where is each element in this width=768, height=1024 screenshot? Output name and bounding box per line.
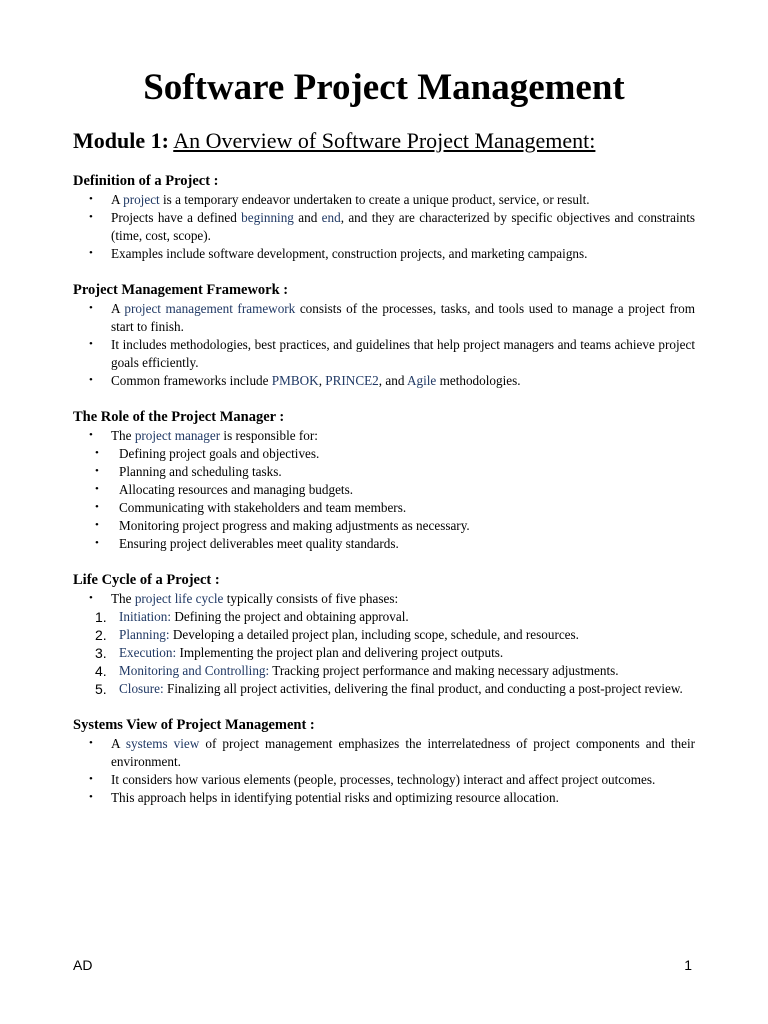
- phase-number: 4.: [95, 663, 107, 679]
- sub-bullet-icon: •: [95, 537, 99, 549]
- phase-term: Execution:: [119, 645, 177, 660]
- bullet-icon: •: [89, 247, 93, 259]
- module-heading: [73, 126, 595, 156]
- bullet-item: • A project management framework consists of the processes, tasks, and tools used to manage a project from start to finish.: [89, 301, 695, 334]
- bullet-item: • A systems view of project management emphasizes the interrelatedness of project components and their environment.: [89, 736, 696, 769]
- section-heading: The Role of the Project Manager :: [73, 409, 285, 425]
- section-systems-view: [73, 715, 695, 807]
- key-term: PMBOK: [271, 373, 319, 388]
- section-lifecycle: [73, 570, 695, 698]
- sub-bullet-list: [73, 445, 695, 553]
- phase-number: 5.: [95, 681, 107, 697]
- phase-number: 1.: [95, 609, 107, 625]
- bullet-list: [73, 735, 695, 807]
- sub-bullet-item: • Planning and scheduling tasks.: [95, 464, 282, 479]
- phase-item: 2. Planning: Developing a detailed project plan, including scope, schedule, and resources.: [95, 627, 579, 643]
- key-term: systems view: [125, 736, 200, 751]
- sub-bullet-item: • Monitoring project progress and making adjustments as necessary.: [95, 518, 470, 533]
- bullet-item: • A project is a temporary endeavor undertaken to create a unique product, service, or result.: [89, 192, 590, 207]
- bullet-icon: •: [89, 193, 93, 205]
- phase-item: 3. Execution: Implementing the project plan and delivering project outputs.: [95, 645, 504, 661]
- key-term: project life cycle: [134, 591, 224, 606]
- section-framework: [73, 280, 695, 390]
- section-definition: [73, 171, 695, 263]
- key-term: project: [123, 192, 160, 207]
- bullet-icon: •: [89, 374, 93, 386]
- bullet-list: [73, 300, 695, 390]
- phase-term: Closure:: [119, 681, 164, 696]
- section-heading: Life Cycle of a Project :: [73, 572, 220, 588]
- bullet-icon: •: [89, 773, 93, 785]
- section-heading: Systems View of Project Management :: [73, 717, 315, 733]
- key-term: project management framework: [124, 301, 296, 316]
- sub-bullet-item: • Communicating with stakeholders and team members.: [95, 500, 407, 515]
- key-term: PRINCE2: [325, 373, 379, 388]
- bullet-icon: •: [89, 791, 93, 803]
- sub-bullet-item: • Ensuring project deliverables meet quality standards.: [95, 536, 399, 551]
- sub-bullet-item: • Defining project goals and objectives.: [95, 446, 320, 461]
- bullet-item: • It considers how various elements (people, processes, technology) interact and affect project outcomes.: [89, 772, 656, 787]
- phase-term: Monitoring and Controlling:: [119, 663, 270, 678]
- section-role: [73, 407, 695, 553]
- module-label: Module 1:: [73, 128, 169, 153]
- phase-item: 4. Monitoring and Controlling: Tracking project performance and making necessary adjustments.: [95, 663, 619, 679]
- bullet-list: [73, 427, 695, 445]
- bullet-list: [73, 590, 695, 608]
- footer-author: AD: [73, 957, 93, 973]
- numbered-list: [73, 608, 695, 698]
- phase-number: 2.: [95, 627, 107, 643]
- phase-term: Planning:: [119, 627, 170, 642]
- bullet-icon: •: [89, 302, 93, 314]
- sub-bullet-icon: •: [95, 447, 99, 459]
- sub-bullet-item: • Allocating resources and managing budgets.: [95, 482, 354, 497]
- bullet-item: • Examples include software development, construction projects, and marketing campaigns.: [89, 246, 588, 261]
- module-title: An Overview of Software Project Management:: [173, 128, 596, 153]
- key-term: end: [321, 210, 341, 225]
- bullet-item: • This approach helps in identifying potential risks and optimizing resource allocation.: [89, 790, 559, 805]
- bullet-item: • The project manager is responsible for:: [89, 428, 318, 443]
- bullet-item: • It includes methodologies, best practices, and guidelines that help project managers and teams achieve project goals efficiently.: [89, 337, 695, 370]
- section-heading: Project Management Framework :: [73, 282, 289, 298]
- bullet-icon: •: [89, 211, 93, 223]
- phase-number: 3.: [95, 645, 107, 661]
- bullet-list: [73, 191, 695, 263]
- sub-bullet-icon: •: [95, 483, 99, 495]
- key-term: project manager: [134, 428, 221, 443]
- phase-item: 5. Closure: Finalizing all project activities, delivering the final product, and conducting a post-project review.: [95, 681, 683, 697]
- sub-bullet-icon: •: [95, 465, 99, 477]
- bullet-icon: •: [89, 737, 93, 749]
- key-term: Agile: [406, 373, 437, 388]
- bullet-icon: •: [89, 338, 93, 350]
- phase-term: Initiation:: [119, 609, 172, 624]
- phase-item: 1. Initiation: Defining the project and obtaining approval.: [95, 609, 409, 625]
- bullet-item: • The project life cycle typically consists of five phases:: [89, 591, 399, 606]
- page-title: Software Project Management: [143, 67, 625, 108]
- bullet-icon: •: [89, 592, 93, 604]
- document-body: [73, 171, 695, 824]
- bullet-item: • Common frameworks include PMBOK, PRINCE2, and Agile methodologies.: [89, 373, 521, 388]
- bullet-item: • Projects have a defined beginning and end, and they are characterized by specific objectives and constraints (time, cost, scope).: [89, 210, 696, 243]
- page-number: 1: [684, 957, 692, 973]
- sub-bullet-icon: •: [95, 519, 99, 531]
- key-term: beginning: [241, 210, 294, 225]
- bullet-icon: •: [89, 429, 93, 441]
- sub-bullet-icon: •: [95, 501, 99, 513]
- section-heading: Definition of a Project :: [73, 173, 219, 189]
